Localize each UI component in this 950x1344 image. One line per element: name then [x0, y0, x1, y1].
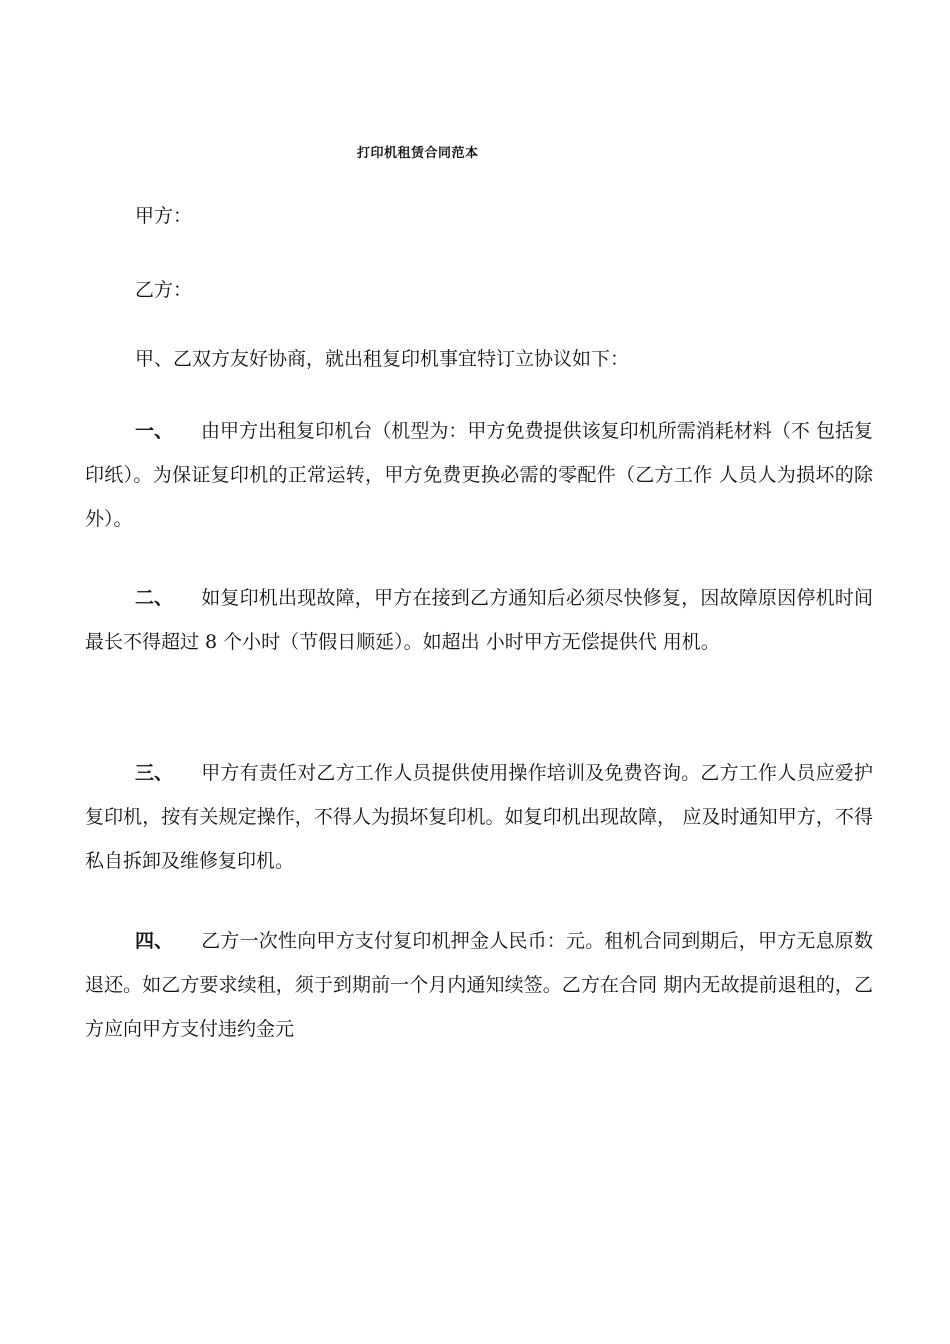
clause-4	[85, 919, 873, 1051]
intro-paragraph: 甲、乙双方友好协商，就出租复印机事宜特订立协议如下：	[135, 348, 630, 370]
document-title: 打印机租赁合同范本	[357, 146, 479, 161]
clause-2	[85, 576, 873, 664]
clause-text: 乙方一次性向甲方支付复印机押金人民币：元。租机合同到期后，甲方无息原数退还。如乙方要求续租，须于到期前一个月内通知续签。乙方在合同 期内无故提前退租的，乙方应向甲方支付违约金元	[85, 930, 873, 1040]
party-a-label: 甲方：	[135, 205, 193, 227]
clause-1	[85, 409, 873, 541]
clause-text: 甲方有责任对乙方工作人员提供使用操作培训及免费咨询。乙方工作人员应爱护复印机，按有关规定操作，不得人为损坏复印机。如复印机出现故障， 应及时通知甲方，不得私自拆卸及维修复印机。	[85, 762, 873, 872]
clause-number: 三、	[135, 762, 174, 784]
clause-3	[85, 751, 873, 883]
clause-number: 四、	[135, 930, 174, 952]
clause-number: 一、	[135, 420, 174, 442]
party-b-label: 乙方：	[135, 279, 193, 301]
clause-number: 二、	[135, 587, 174, 609]
clause-text: 由甲方出租复印机台（机型为：甲方免费提供该复印机所需消耗材料（不 包括复印纸）。为保证复印机的正常运转，甲方免费更换必需的零配件（乙方工作 人员人为损坏的除外）。	[85, 420, 873, 530]
clause-text: 如复印机出现故障，甲方在接到乙方通知后必须尽快修复，因故障原因停机时间最长不得超过 8 个小时（节假日顺延）。如超出 小时甲方无偿提供代 用机。	[85, 587, 873, 653]
